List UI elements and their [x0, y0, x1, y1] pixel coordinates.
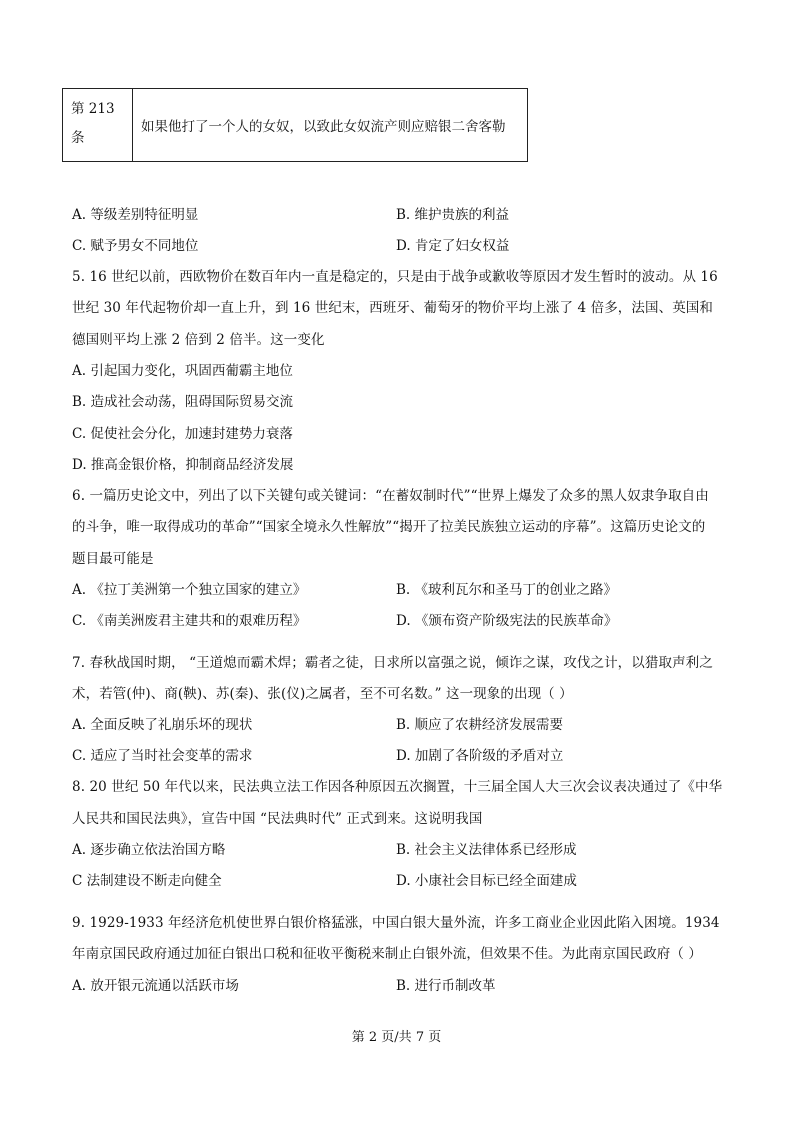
q6-stem-line-2: 的斗争，唯一取得成功的革命”“国家全境永久性解放”“揭开了拉美民族独立运动的序幕”。这篇历史论文的 [72, 519, 706, 535]
q9-option-b: B. 进行币制改革 [396, 978, 496, 994]
q7-stem-line-2: 术，若管(仲)、商(鞅)、苏(秦)、张(仪)之属者，至不可名数。” 这一现象的出现（ ） [72, 686, 573, 702]
q7-option-a: A. 全面反映了礼崩乐坏的现状 [72, 717, 253, 733]
article-number-cell: 第 213 条 [63, 89, 133, 161]
q6-option-a: A. 《拉丁美洲第一个独立国家的建立》 [72, 582, 307, 598]
q8-option-d: D. 小康社会目标已经全面建成 [396, 873, 577, 889]
q7-stem-line-1: 7. 春秋战国时期， “王道熄而霸术焊；霸者之徒，日求所以富强之说，倾诈之谋，攻伐之计，以猎取声利之 [72, 655, 713, 671]
q9-option-a: A. 放开银元流通以活跃市场 [72, 978, 239, 994]
q5-stem-line-1: 5. 16 世纪以前，西欧物价在数百年内一直是稳定的，只是由于战争或歉收等原因才发生暂时的波动。从 16 [72, 269, 718, 285]
q8-option-c: C 法制建设不断走向健全 [72, 873, 222, 889]
q9-stem-line-2: 年南京国民政府通过加征白银出口税和征收平衡税来制止白银外流，但效果不佳。为此南京国民政府（ ） [72, 946, 702, 962]
q5-option-a: A. 引起国力变化，巩固西葡霸主地位 [72, 363, 293, 379]
q7-option-b: B. 顺应了农耕经济发展需要 [396, 717, 564, 733]
q5-option-b: B. 造成社会动荡，阻碍国际贸易交流 [72, 394, 294, 410]
q8-option-b: B. 社会主义法律体系已经形成 [396, 842, 577, 858]
q8-stem-line-1: 8. 20 世纪 50 年代以来，民法典立法工作因各种原因五次搁置，十三届全国人大三次会议表决通过了《中华 [72, 779, 723, 795]
q6-option-d: D. 《颁布资产阶级宪法的民族革命》 [396, 613, 618, 629]
q8-option-a: A. 逐步确立依法治国方略 [72, 842, 226, 858]
q5-option-d: D. 推高金银价格，抑制商品经济发展 [72, 457, 294, 473]
q7-option-d: D. 加剧了各阶级的矛盾对立 [396, 748, 564, 764]
q5-stem-line-3: 德国则平均上涨 2 倍到 2 倍半。这一变化 [72, 332, 325, 348]
q4-option-c: C. 赋予男女不同地位 [72, 238, 199, 254]
q4-option-a: A. 等级差别特征明显 [72, 207, 199, 223]
q6-stem-line-1: 6. 一篇历史论文中，列出了以下关键句或关键词：“在蓄奴制时代”“世界上爆发了众多的黑人奴隶争取自由 [72, 488, 709, 504]
q6-stem-line-3: 题目最可能是 [72, 551, 154, 567]
q8-stem-line-2: 人民共和国民法典》，宣告中国 “民法典时代” 正式到来。这说明我国 [72, 811, 483, 827]
q6-option-c: C. 《南美洲废君主建共和的艰难历程》 [72, 613, 307, 629]
article-content-cell: 如果他打了一个人的女奴，以致此女奴流产则应赔银二舍客勒 [141, 119, 506, 135]
q4-option-b: B. 维护贵族的利益 [396, 207, 510, 223]
q5-stem-line-2: 世纪 30 年代起物价却一直上升，到 16 世纪末，西班牙、葡萄牙的物价平均上涨了 4 倍多，法国、英国和 [72, 300, 713, 316]
law-table [62, 88, 528, 162]
q9-stem-line-1: 9. 1929-1933 年经济危机使世界白银价格猛涨，中国白银大量外流，许多工商业企业因此陷入困境。1934 [72, 915, 720, 931]
q6-option-b: B. 《玻利瓦尔和圣马丁的创业之路》 [396, 582, 618, 598]
q5-option-c: C. 促使社会分化，加速封建势力衰落 [72, 426, 293, 442]
q7-option-c: C. 适应了当时社会变革的需求 [72, 748, 253, 764]
page-footer: 第 2 页/共 7 页 [351, 1030, 442, 1045]
q4-option-d: D. 肯定了妇女权益 [396, 238, 510, 254]
